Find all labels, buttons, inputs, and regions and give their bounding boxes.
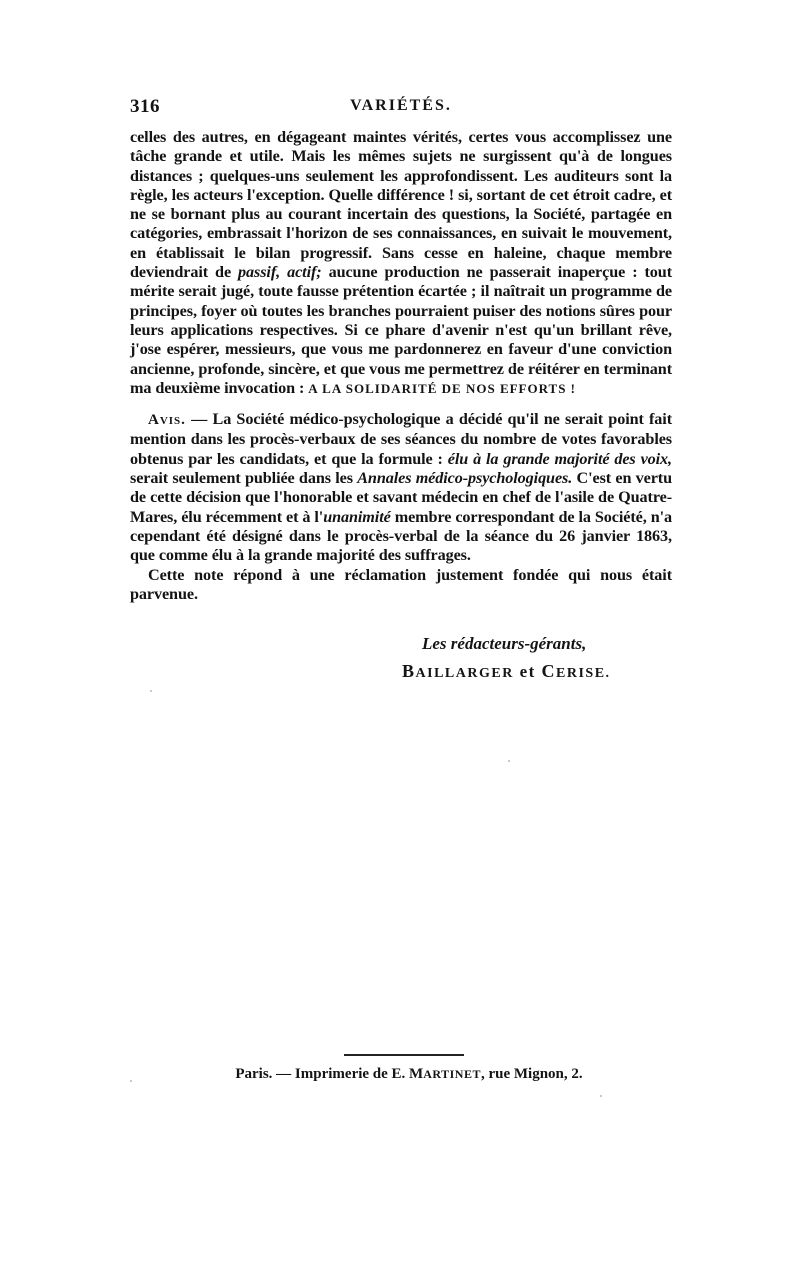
name-rest: ERISE.: [556, 666, 611, 682]
text-run: celles des autres, en dégageant maintes vérités, certes vous accomplissez une tâche grande et utile. Mais les mêmes sujets ne surgissent qu'à de longues distances ; quelques-uns seulement les approfondissent. Les auditeurs sont la règle, les acteurs l'exception. Quelle différence ! si, sortant de cet étroit cadre, et ne se bornant plus au courant incertain des questions, la Société, partagée en catégories, embrassait l'horizon de ses connaissances, en suivait le mouvement, en établissait le bilan progressif. Sans cesse en haleine, chaque membre deviendrait de: [130, 128, 672, 282]
signature-title: Les rédacteurs-gérants,: [422, 634, 587, 654]
page-number: 316: [130, 96, 160, 117]
paper-speck: [508, 760, 510, 762]
signature-block: [130, 634, 672, 694]
paper-speck: [150, 690, 152, 692]
italic-formula: élu à la grande majorité des voix,: [447, 449, 672, 468]
paragraph-avis: [130, 410, 672, 565]
paper-speck: [600, 1095, 602, 1097]
italic-term: unanimité: [323, 507, 391, 526]
conjunction: et: [513, 662, 542, 682]
running-head: [130, 96, 672, 122]
text-run: C'est en vertu de cette décision que l'honorable et savant médecin en chef de l'asile de Quatre-Mares, élu récemment et à l': [130, 469, 672, 526]
initial: B: [402, 661, 416, 682]
page-content: [130, 96, 672, 694]
italic-term: passif,: [238, 263, 281, 282]
italic-journal-title: Annales médico-psychologiques.: [357, 469, 573, 488]
imprint-text: Paris. — Imprimerie de E. M: [235, 1066, 424, 1082]
text-run: aucune production ne passerait inaperçue : tout mérite serait jugé, toute fausse prétention écartée ; il naîtrait un programme de principes, foyer où toutes les branches pourraient puiser des notions sûres pour leurs applications respectives. Si ce phare d'avenir n'est qu'un brillant rêve, j'ose espérer, messieurs, que vous me pardonnerez en faveur d'une conviction ancienne, profonde, sincère, et que vous me permettrez de réitérer en terminant ma deuxième invocation :: [130, 263, 672, 397]
paper-speck: [130, 1080, 132, 1082]
text-run: serait seulement publiée dans les: [130, 469, 358, 488]
paragraph-continuation: [130, 128, 672, 398]
signature-names: [402, 661, 611, 682]
printer-imprint: [0, 1066, 800, 1083]
imprint-small-caps: ARTINET: [423, 1067, 481, 1081]
imprint-text: , rue Mignon, 2.: [480, 1066, 583, 1082]
name-rest: AILLARGER: [415, 666, 514, 682]
text-run: — La Société médico-psychologique a décidé qu'il ne serait point fait mention dans les procès-verbaux de ses séances du nombre de votes favorables obtenus par les candidats, et que la formule :: [130, 410, 672, 468]
paragraph-note: Cette note répond à une réclamation justement fondée qui nous était parvenue.: [130, 565, 672, 603]
initial: C: [541, 661, 557, 682]
avis-label: Avis.: [148, 412, 186, 429]
running-title: VARIÉTÉS.: [350, 97, 452, 114]
footer-rule: [344, 1054, 464, 1056]
text-run: membre correspondant de la Société, n'a cependant été désigné dans le procès-verbal de la séance du 26 janvier 1863, que comme élu à la grande majorité des suffrages.: [130, 507, 672, 565]
small-caps-invocation: A LA SOLIDARITÉ DE NOS EFFORTS !: [308, 380, 577, 396]
italic-term: actif;: [287, 263, 322, 282]
